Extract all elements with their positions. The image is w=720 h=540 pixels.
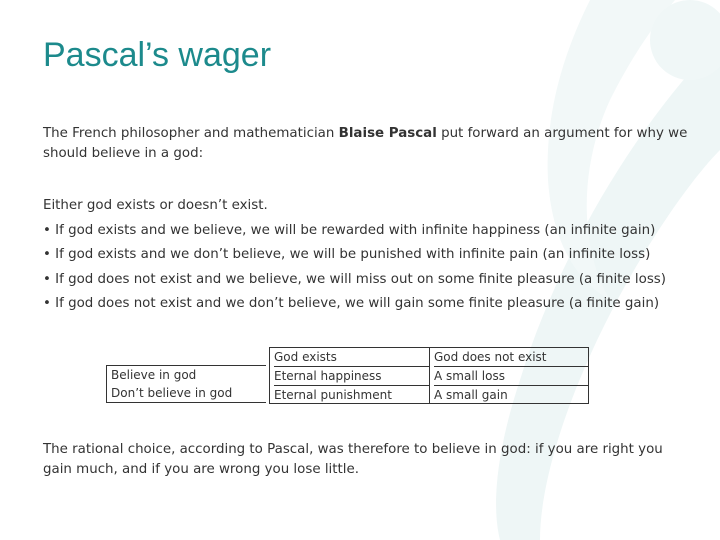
premise-text: Either god exists or doesn’t exist. xyxy=(43,198,268,213)
row-label-believe: Believe in god xyxy=(111,368,197,382)
intro-person-name: Blaise Pascal xyxy=(338,126,437,141)
intro-paragraph xyxy=(43,124,693,164)
matrix-row-labels xyxy=(106,365,266,403)
column-header: God does not exist xyxy=(434,348,588,367)
intro-text-after: put forward an argument for why we should believe in a god: xyxy=(43,126,688,161)
row-label-dont-believe: Don’t believe in god xyxy=(111,386,233,400)
payoff-matrix xyxy=(106,347,588,404)
bullet-item: • If god exists and we believe, we will be rewarded with infinite happiness (an infinite gain) xyxy=(43,222,656,238)
intro-text-before: The French philosopher and mathematician xyxy=(43,126,339,141)
argument-block xyxy=(43,194,703,317)
matrix-column-god-not-exist xyxy=(429,347,589,404)
matrix-cell: Eternal happiness xyxy=(274,367,429,386)
bullet-item: • If god exists and we don’t believe, we will be punished with infinite pain (an infinite loss) xyxy=(43,247,651,262)
matrix-column-god-exists xyxy=(269,347,429,404)
conclusion-paragraph: The rational choice, according to Pascal, was therefore to believe in god: if you are right you gain much, and if you are wrong you lose little. xyxy=(43,442,663,477)
matrix-cell: Eternal punishment xyxy=(274,388,392,402)
matrix-cell: A small loss xyxy=(434,367,588,386)
column-header: God exists xyxy=(274,348,429,367)
slide-title: Pascal’s wager xyxy=(43,36,272,74)
matrix-cell: A small gain xyxy=(434,388,508,402)
bullet-item: • If god does not exist and we don’t believe, we will gain some finite pleasure (a finite gain) xyxy=(43,296,660,311)
bullet-item: • If god does not exist and we believe, we will miss out on some finite pleasure (a finite loss) xyxy=(43,271,666,287)
